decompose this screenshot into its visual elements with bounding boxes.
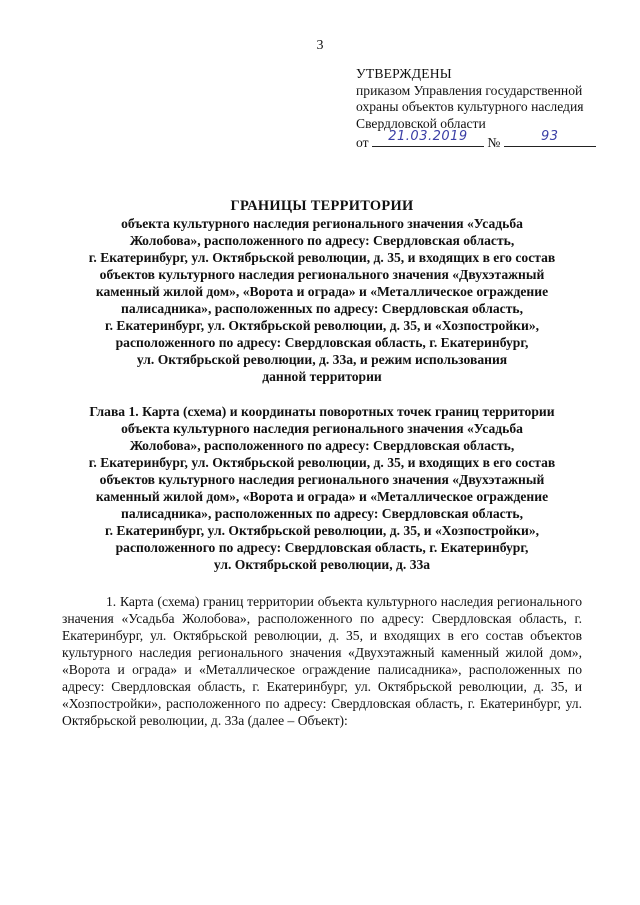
order-date-number-line [356,128,616,152]
chapter-line: палисадника», расположенных по адресу: Свердловская область, [121,506,523,521]
order-number-field [504,128,596,147]
title-line: ул. Октябрьской революции, д. 33а, и режим использования [136,352,508,367]
chapter-line: г. Екатеринбург, ул. Октябрьской революции, д. 35, и «Хозпостройки», [104,523,540,538]
title-line: каменный жилой дом», «Ворота и ограда» и «Металлическое ограждение [95,284,549,299]
chapter-line: Глава 1. Карта (схема) и координаты поворотных точек границ территории [89,404,555,419]
title-line: данной территории [262,369,382,384]
number-label: № [487,135,501,150]
chapter-line: Жолобова», расположенного по адресу: Свердловская область, [129,438,515,453]
chapter-line: г. Екатеринбург, ул. Октябрьской революции, д. 35, и входящих в его состав [88,455,556,470]
approval-line-3: Свердловской области [356,115,486,131]
title-line: палисадника», расположенных по адресу: Свердловская область, [121,301,523,316]
chapter-line: ул. Октябрьской революции, д. 33а [213,557,431,572]
page-number: 3 [316,38,324,53]
approval-line-1: приказом Управления государственной [356,82,583,98]
chapter-line: объектов культурного наследия регионального значения «Двухэтажный [99,472,545,487]
handwritten-date: 21.03.2019 [388,128,468,144]
title-line: Жолобова», расположенного по адресу: Свердловская область, [129,233,515,248]
chapter-line: каменный жилой дом», «Ворота и ограда» и «Металлическое ограждение [95,489,549,504]
title-line: г. Екатеринбург, ул. Октябрьской революции, д. 35, и входящих в его состав [88,250,556,265]
chapter-line: объекта культурного наследия регионального значения «Усадьба [121,421,523,436]
title-main: ГРАНИЦЫ ТЕРРИТОРИИ [230,198,414,214]
approval-heading: УТВЕРЖДЕНЫ [356,66,452,81]
title-line: объектов культурного наследия регионального значения «Двухэтажный [99,267,545,282]
title-line: г. Екатеринбург, ул. Октябрьской революции, д. 35, и «Хозпостройки», [104,318,540,333]
document-title [62,198,582,385]
from-label: от [356,135,369,150]
title-line: объекта культурного наследия регионального значения «Усадьба [121,216,523,231]
approval-stamp [356,66,616,152]
order-date-field [372,128,484,147]
chapter-heading [62,403,582,573]
body-paragraph-1: 1. Карта (схема) границ территории объекта культурного наследия регионального значения «Усадьба Жолобова», расположенного по адресу: Свердловская область, г. Екатеринбург, ул. Октябрьской революции, д. 35, и входящих в его состав объектов культурного наследия регионального значения «Двухэтажный каменный жилой дом», «Ворота и ограда» и «Металлическое ограждение палисадника», расположенных по адресу: Свердловская область, г. Екатеринбург, ул. Октябрьской революции, д. 35, и «Хозпостройки», расположенного по адресу: Свердловская область, г. Екатеринбург, ул. Октябрьской революции, д. 33а (далее – Объект): [62,594,582,728]
handwritten-number: 93 [540,128,559,144]
chapter-line: расположенного по адресу: Свердловская область, г. Екатеринбург, [115,540,529,555]
approval-line-2: охраны объектов культурного наследия [356,99,584,114]
title-line: расположенного по адресу: Свердловская область, г. Екатеринбург, [115,335,529,350]
